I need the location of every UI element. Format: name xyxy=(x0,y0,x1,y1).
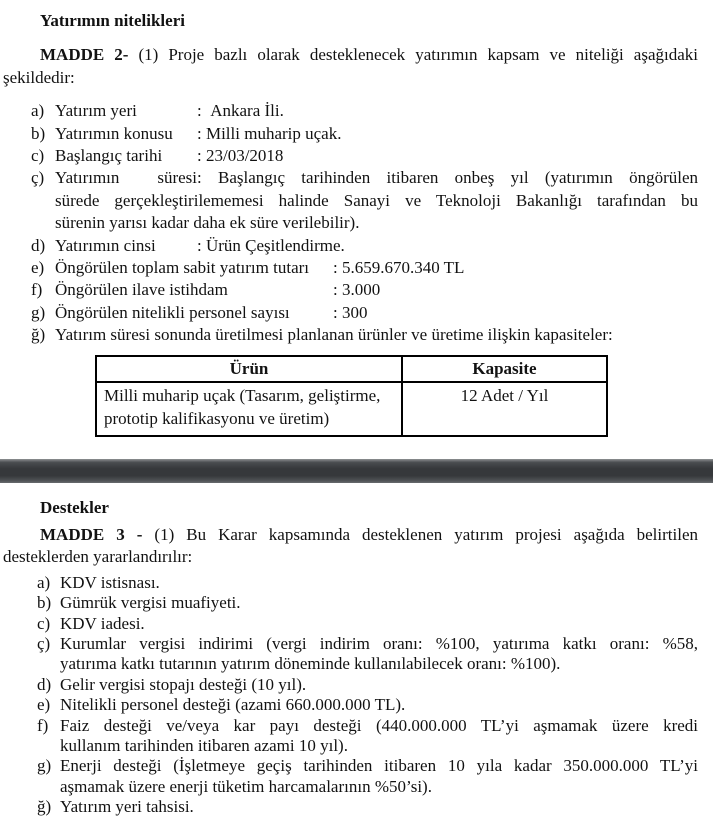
item-line1: KDV istisnası. xyxy=(60,572,160,592)
item-value: : Milli muharip uçak. xyxy=(197,123,342,143)
supports-list xyxy=(3,573,698,818)
item-value: : Ankara İli. xyxy=(197,101,284,121)
investment-properties-list xyxy=(3,100,698,346)
product-line2: prototip kalifikasyonu ve üretim) xyxy=(104,408,330,428)
item-line2: aşmamak üzere enerji tüketim harcamalarının %50’si). xyxy=(60,776,432,796)
list1-item-f xyxy=(3,279,698,301)
madde-2-line1 xyxy=(3,44,698,66)
item-marker: a) xyxy=(37,572,51,592)
item-line1: Kurumlar vergisi indirimi (vergi indirim oranı: %100, yatırıma katkı oranı: %58, xyxy=(60,633,698,653)
item-value: : Başlangıç tarihinden itibaren onbeş yıl (yatırımın öngörülen xyxy=(197,168,698,188)
item-label: Yatırımın cinsi xyxy=(55,235,156,255)
item-line2: yatırıma katkı tutarının yatırım döneminde kullanılabilecek oranı: %100). xyxy=(60,654,561,674)
madde-2-line2: şekildedir: xyxy=(3,67,75,87)
item-label: Başlangıç tarihi xyxy=(55,146,163,166)
item-value: : 23/03/2018 xyxy=(197,146,284,166)
product-cell xyxy=(96,382,402,436)
capacity-cell: 12 Adet / Yıl xyxy=(402,382,607,436)
redaction-bar xyxy=(0,459,713,483)
item-line1: KDV iadesi. xyxy=(60,613,145,633)
item-marker: f) xyxy=(31,280,43,300)
document-page xyxy=(0,10,713,818)
item-text: Yatırım süresi sonunda üretilmesi planlanan ürünler ve üretime ilişkin kapasiteler: xyxy=(55,325,613,345)
madde-3-line1 xyxy=(3,524,698,546)
item-marker: f) xyxy=(37,715,49,735)
list2-item-d xyxy=(3,675,698,695)
list2-item-f xyxy=(3,716,698,757)
item-marker: d) xyxy=(37,674,52,694)
list2-item-gg xyxy=(3,797,698,817)
list1-item-b xyxy=(3,123,698,145)
list1-item-c xyxy=(3,145,698,167)
item-marker: ğ) xyxy=(37,797,52,817)
list2-item-cc xyxy=(3,634,698,675)
table-header-urun: Ürün xyxy=(96,356,402,382)
item-marker: g) xyxy=(31,302,46,322)
item-label: Öngörülen toplam sabit yatırım tutarı xyxy=(55,258,310,278)
item-marker: c) xyxy=(37,613,51,633)
list1-item-e xyxy=(3,257,698,279)
item-marker: e) xyxy=(31,258,45,278)
list2-item-e xyxy=(3,695,698,715)
item-line2: kullanım tarihinden itibaren azami 10 yıl). xyxy=(60,735,348,755)
item-value: : 300 xyxy=(333,302,368,322)
item-line1: Gümrük vergisi muafiyeti. xyxy=(60,593,241,613)
item-label: Öngörülen nitelikli personel sayısı xyxy=(55,302,290,322)
item-line1: Nitelikli personel desteği (azami 660.000.000 TL). xyxy=(60,695,406,715)
table-header-kapasite: Kapasite xyxy=(402,356,607,382)
capacity-table xyxy=(95,355,608,437)
item-marker: a) xyxy=(31,101,45,121)
item-line1: Gelir vergisi stopajı desteği (10 yıl). xyxy=(60,674,307,694)
madde-2-paragraph xyxy=(3,44,698,89)
section-heading-yatirimin-nitelikleri: Yatırımın nitelikleri xyxy=(40,11,185,30)
item-line1 xyxy=(55,167,698,189)
item-line1: Faiz desteği ve/veya kar payı desteği (440.000.000 TL’yi aşmamak üzere kredi xyxy=(60,715,698,735)
item-line3: sürenin yarısı kadar daha ek süre verilebilir). xyxy=(55,213,360,233)
madde-3-line2: desteklerden yararlandırılır: xyxy=(3,546,193,566)
item-marker: g) xyxy=(37,756,52,776)
item-line1: Enerji desteği (İşletmeye geçiş tarihinden itibaren 10 yıla kadar 350.000.000 TL’yi xyxy=(60,756,698,776)
madde-3-label: MADDE 3 - xyxy=(40,524,143,544)
item-marker: c) xyxy=(31,146,45,166)
item-value: : Ürün Çeşitlendirme. xyxy=(197,235,345,255)
table-header-row xyxy=(96,356,607,382)
item-label: Yatırım yeri xyxy=(55,101,137,121)
product-line1: Milli muharip uçak (Tasarım, geliştirme, xyxy=(104,385,381,405)
item-label: Yatırımın süresi xyxy=(55,168,197,188)
madde-2-text: (1) Proje bazlı olarak desteklenecek yatırımın kapsam ve niteliği aşağıdaki xyxy=(138,45,698,65)
list1-item-gg xyxy=(3,324,698,346)
list2-item-a xyxy=(3,573,698,593)
item-marker: ç) xyxy=(37,633,51,653)
item-label: Öngörülen ilave istihdam xyxy=(55,280,228,300)
madde-3-paragraph xyxy=(3,524,698,568)
item-marker: ç) xyxy=(31,168,45,188)
list1-item-a xyxy=(3,100,698,122)
list1-item-cc xyxy=(3,167,698,234)
item-marker: ğ) xyxy=(31,325,46,345)
list1-item-d xyxy=(3,235,698,257)
item-line2: sürede gerçekleştirilememesi halinde Sanayi ve Teknoloji Bakanlığı tarafından bu xyxy=(55,190,698,210)
list1-item-g xyxy=(3,302,698,324)
item-marker: b) xyxy=(37,593,52,613)
item-value: : 3.000 xyxy=(333,280,381,300)
item-line1: Yatırım yeri tahsisi. xyxy=(60,797,194,817)
madde-2-label: MADDE 2- xyxy=(40,45,129,65)
item-label: Yatırımın konusu xyxy=(55,123,173,143)
table-row xyxy=(96,382,607,436)
list2-item-b xyxy=(3,593,698,613)
item-marker: e) xyxy=(37,695,51,715)
list2-item-g xyxy=(3,756,698,797)
list2-item-c xyxy=(3,614,698,634)
section-heading-destekler: Destekler xyxy=(40,497,109,517)
item-value: : 5.659.670.340 TL xyxy=(333,258,465,278)
madde-3-text: (1) Bu Karar kapsamında desteklenen yatırım projesi aşağıda belirtilen xyxy=(154,524,698,544)
item-marker: b) xyxy=(31,123,46,143)
item-marker: d) xyxy=(31,235,46,255)
